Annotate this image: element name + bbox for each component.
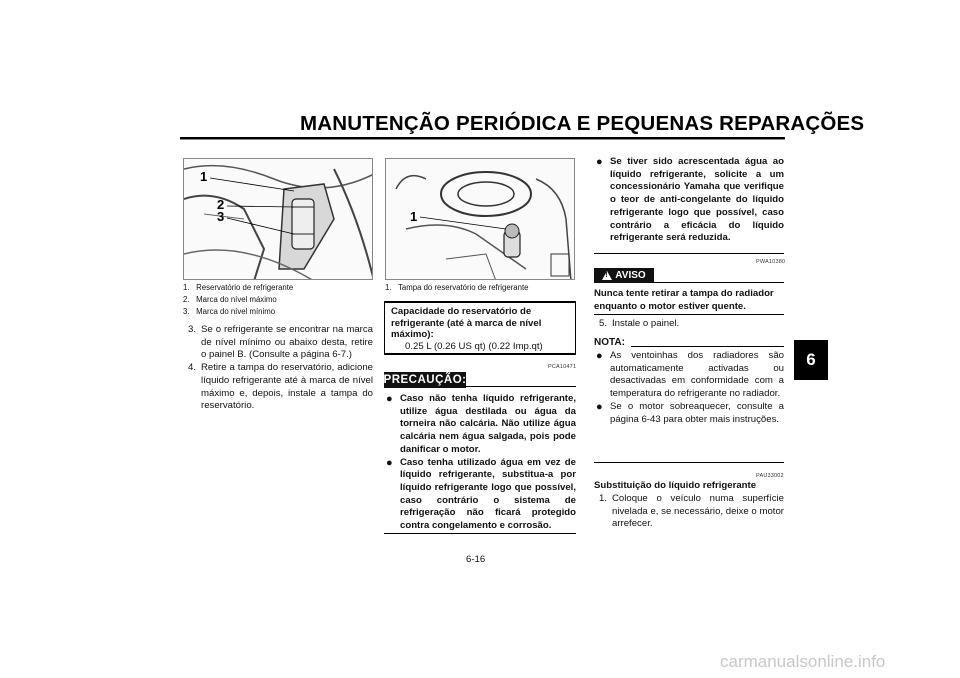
section-step-1: 1. Coloque o veículo numa superfície nivelada e, se necessário, deixe o motor arrefecer. bbox=[598, 493, 784, 530]
precaution-item: ● Caso tenha utilizado água em vez de líquido refrigerante, substitua-a por líquido refrigerante logo que possível, caso contrário o sistema de refrigeração não ficará protegido contra congelamento e corrosão. bbox=[386, 456, 576, 532]
title-rule bbox=[180, 137, 785, 140]
spec-title: Capacidade do reservatório de refrigerante (até à marca de nível máximo): bbox=[391, 306, 542, 341]
warning-icon: ! bbox=[602, 271, 612, 280]
precaution-code: PCA10471 bbox=[548, 364, 577, 370]
spec-value: 0.25 L (0.26 US qt) (0.22 Imp.qt) bbox=[405, 340, 543, 352]
coolant-reservoir-illustration bbox=[184, 159, 373, 280]
precaution-label: PRECAUÇÃO: bbox=[383, 374, 467, 386]
page-title: MANUTENÇÃO PERIÓDICA E PEQUENAS REPARAÇÕES bbox=[300, 112, 865, 135]
caption-item: 1. Reservatório de refrigerante bbox=[183, 283, 294, 292]
section-code: PAU33002 bbox=[756, 473, 784, 479]
warning-rule bbox=[654, 282, 784, 283]
precaution-bottom-rule bbox=[384, 533, 576, 534]
warning-bottom-rule bbox=[594, 314, 784, 315]
section-heading: Substituição do líquido refrigerante bbox=[594, 480, 757, 491]
column3-top-rule bbox=[594, 253, 784, 254]
figure-reservoir-cap bbox=[385, 158, 575, 280]
warning-label bbox=[594, 268, 654, 283]
nota-bottom-rule bbox=[594, 462, 784, 463]
callout-1: 1 bbox=[200, 169, 208, 184]
chapter-tab: 6 bbox=[794, 340, 828, 380]
caption-item: 2. Marca do nível máximo bbox=[183, 295, 277, 304]
precaution-list bbox=[386, 393, 576, 533]
precaution-rule bbox=[466, 386, 576, 387]
figure1-captions bbox=[183, 282, 373, 318]
callout-3: 3 bbox=[217, 209, 225, 224]
capacity-spec-box bbox=[384, 301, 576, 355]
nota-item: ● Se o motor sobreaquecer, consulte a página 6-43 para obter mais instruções. bbox=[596, 400, 784, 425]
column1-steps bbox=[183, 324, 373, 413]
antifreeze-item: ● Se tiver sido acrescentada água ao líquido refrigerante, solicite a um concessionário Yamaha que verifique o teor de anti-congelante do líquido refrigerante logo que possível, caso contrário a eficácia do líquido refrigerante será reduzida. bbox=[596, 156, 784, 244]
warning-text: Nunca tente retirar a tampa do radiador enquanto o motor estiver quente. bbox=[594, 288, 774, 312]
warning-code: PWA10380 bbox=[756, 259, 786, 265]
column3-top-bullet bbox=[596, 156, 784, 245]
figure2-captions bbox=[385, 282, 575, 294]
warning-label-text: AVISO bbox=[615, 270, 646, 281]
precaution-item: ● Caso não tenha líquido refrigerante, utilize água destilada ou água da torneira não calcária. Não utilize água calcária nem água salgada, pois pode danificar o motor. bbox=[386, 393, 576, 455]
page-number: 6-16 bbox=[466, 554, 486, 565]
callout-1: 1 bbox=[410, 209, 418, 224]
nota-rule bbox=[631, 346, 784, 347]
step-5: 5. Instale o painel. bbox=[598, 318, 680, 329]
figure-coolant-reservoir bbox=[183, 158, 373, 280]
nota-label: NOTA: bbox=[594, 337, 625, 348]
caption-item: 3. Marca do nível mínimo bbox=[183, 307, 276, 316]
nota-item: ● As ventoinhas dos radiadores são automaticamente activadas ou desactivadas em conformidade com a temperatura do refrigerante no radiador. bbox=[596, 350, 784, 400]
caption-item: 1. Tampa do reservatório de refrigerante bbox=[385, 283, 529, 292]
reservoir-cap-illustration bbox=[386, 159, 575, 280]
watermark: carmanualsonline.info bbox=[720, 652, 886, 671]
nota-list bbox=[596, 350, 784, 426]
step-3: 3. Se o refrigerante se encontrar na marca de nível mínimo ou abaixo desta, retire o painel B. (Consulte a página 6-7.) bbox=[187, 324, 373, 361]
callout-2: 2 bbox=[217, 197, 225, 212]
step-4: 4. Retire a tampa do reservatório, adicione líquido refrigerante até à marca de nível máximo e, depois, instale a tampa do reservatório. bbox=[187, 362, 373, 412]
section-steps bbox=[594, 493, 784, 531]
